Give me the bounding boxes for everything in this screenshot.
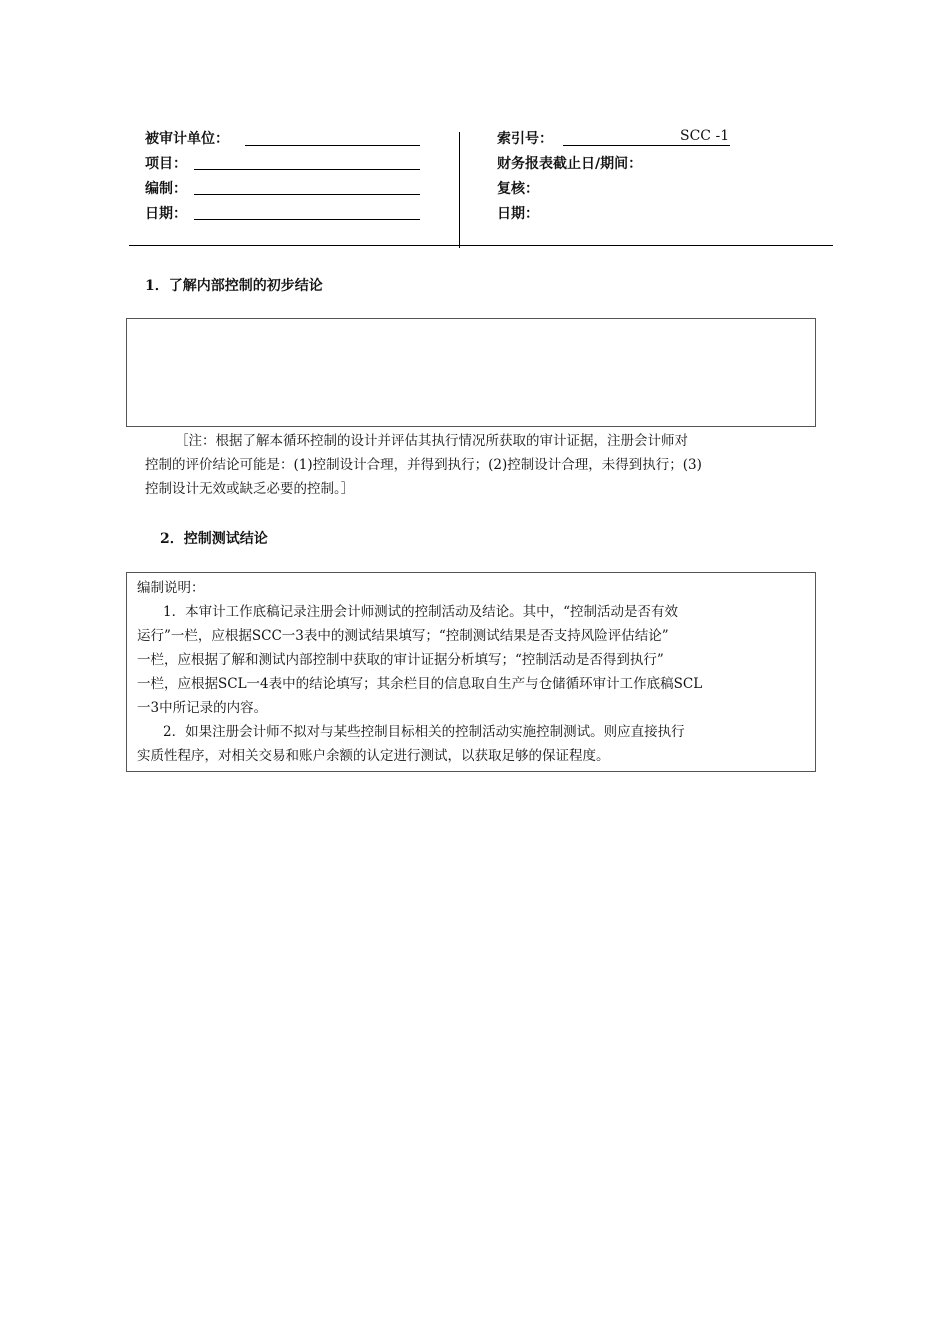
index-field[interactable] — [563, 145, 730, 146]
instruction-line: 一3中所记录的内容。 — [137, 700, 268, 716]
instruction-line: 2．如果注册会计师不拟对与某些控制目标相关的控制活动实施控制测试。则应直接执行 — [163, 724, 685, 740]
instruction-line: 运行”一栏，应根据SCC一3表中的测试结果填写；“控制测试结果是否支持风险评估结论” — [137, 628, 669, 644]
date-right-label: 日期： — [497, 206, 539, 222]
note-line-2: 控制的评价结论可能是：(1)控制设计合理，并得到执行；(2)控制设计合理，未得到执行；(3) — [145, 457, 702, 473]
section2-title: 2．控制测试结论 — [160, 531, 268, 547]
instruction-line: 一栏，应根据了解和测试内部控制中获取的审计证据分析填写；“控制活动是否得到执行” — [137, 652, 664, 668]
instruction-line: 1．本审计工作底稿记录注册会计师测试的控制活动及结论。其中，“控制活动是否有效 — [163, 604, 678, 620]
header-divider-vertical — [459, 132, 460, 248]
review-label: 复核： — [497, 181, 539, 197]
conclusion-box[interactable] — [126, 318, 816, 427]
instruction-line: 一栏，应根据SCL一4表中的结论填写；其余栏目的信息取自生产与仓储循环审计工作底稿SCL — [137, 676, 703, 692]
header-rule — [129, 245, 833, 246]
instructions-box — [126, 572, 816, 772]
section1-note — [145, 429, 825, 501]
note-line-1: ［注：根据了解本循环控制的设计并评估其执行情况所获取的审计证据，注册会计师对 — [175, 433, 688, 449]
period-label: 财务报表截止日/期间： — [497, 156, 643, 172]
project-field[interactable] — [194, 169, 420, 170]
instruction-line: 实质性程序，对相关交易和账户余额的认定进行测试，以获取足够的保证程度。 — [137, 748, 610, 764]
auditee-label: 被审计单位： — [145, 131, 229, 147]
index-value: SCC -1 — [680, 128, 730, 144]
date-left-label: 日期： — [145, 206, 187, 222]
date-left-field[interactable] — [194, 219, 420, 220]
note-line-3: 控制设计无效或缺乏必要的控制。］ — [145, 481, 355, 497]
project-label: 项目： — [145, 156, 187, 172]
instructions-title: 编制说明： — [137, 580, 205, 596]
section1-title: 1．了解内部控制的初步结论 — [145, 278, 323, 294]
prepared-by-field[interactable] — [194, 194, 420, 195]
index-label: 索引号： — [497, 131, 553, 147]
auditee-field[interactable] — [245, 145, 420, 146]
prepared-by-label: 编制： — [145, 181, 187, 197]
